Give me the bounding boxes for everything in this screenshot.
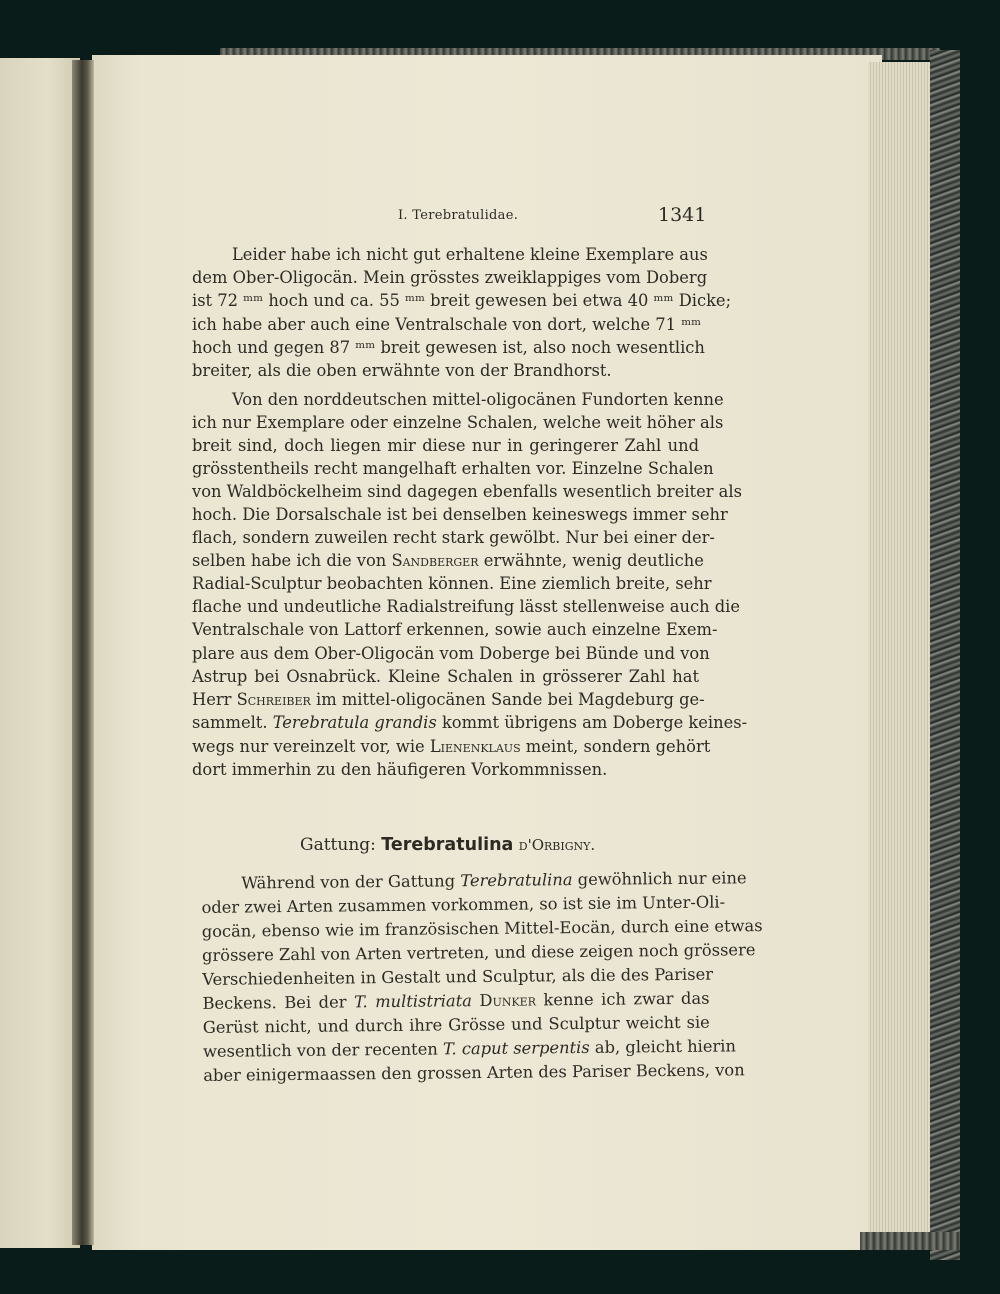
text-line <box>192 737 711 757</box>
text-run: im mittel-oligocänen Sande bei Magdeburg ge- <box>316 690 705 709</box>
text-run: selben habe ich die von <box>192 551 387 570</box>
book-gutter <box>72 60 94 1245</box>
text-line: ich nur Exemplare oder einzelne Schalen, welche weit höher als <box>192 413 724 432</box>
text-run: Während von der Gattung <box>241 871 456 893</box>
running-head: I. Terebratulidae. <box>398 208 519 223</box>
text-line: plare aus dem Ober-Oligocän vom Doberge bei Bünde und von <box>192 644 710 663</box>
text-run: meint, sondern gehört <box>525 737 711 756</box>
species-name: T. caput serpentis <box>442 1037 590 1059</box>
text-run: sammelt. <box>192 713 268 732</box>
text-run: wesentlich von der recenten <box>202 1039 438 1061</box>
marbled-cover-edge <box>930 50 960 1260</box>
text-line: Leider habe ich nicht gut erhaltene kleine Exemplare aus <box>232 245 708 264</box>
text-line: Verschiedenheiten in Gestalt und Sculptur, als die des Pariser <box>202 964 714 989</box>
text-line: Astrup bei Osnabrück. Kleine Schalen in grösserer Zahl hat <box>192 667 699 686</box>
text-run: Beckens. Bei der <box>202 992 347 1013</box>
text-line: dort immerhin zu den häufigeren Vorkommnissen. <box>192 760 608 779</box>
text-line: flache und undeutliche Radialstreifung lässt stellenweise auch die <box>192 597 741 616</box>
text-line: hoch und gegen 87 ᵐᵐ breit gewesen ist, also noch wesentlich <box>192 338 705 357</box>
text-run: wegs nur vereinzelt vor, wie <box>192 737 425 756</box>
text-line: dem Ober-Oligocän. Mein grösstes zweiklappiges vom Doberg <box>192 268 708 287</box>
heading-prefix: Gattung: <box>300 835 376 855</box>
text-line: ist 72 ᵐᵐ hoch und ca. 55 ᵐᵐ breit gewesen bei etwa 40 ᵐᵐ Dicke; <box>192 291 732 310</box>
text-line: grössere Zahl von Arten vertreten, und diese zeigen noch grössere <box>201 940 756 965</box>
text-line: aber einigermaassen den grossen Arten des Pariser Beckens, von <box>203 1060 745 1085</box>
text-line: hoch. Die Dorsalschale ist bei denselben keineswegs immer sehr <box>192 505 728 524</box>
species-name: T. multistriata <box>353 991 473 1012</box>
text-line: Gerüst nicht, und durch ihre Grösse und Sculptur weicht sie <box>202 1012 710 1037</box>
author-name: Sandberger <box>391 551 479 570</box>
author-name: Lienenklaus <box>429 737 521 756</box>
genus-author: d'Orbigny. <box>518 836 596 854</box>
author-name: Dunker <box>479 990 537 1011</box>
text-run: erwähnte, wenig deutliche <box>483 551 704 570</box>
section-heading <box>300 835 595 855</box>
text-line: grösstentheils recht mangelhaft erhalten vor. Einzelne Schalen <box>192 459 714 478</box>
left-page <box>0 58 80 1248</box>
author-name: Schreiber <box>236 690 311 709</box>
genus-name-inline: Terebratulina <box>460 870 573 891</box>
text-run: kommt übrigens am Doberge keines- <box>441 713 748 732</box>
text-line <box>192 713 748 733</box>
text-line <box>192 690 705 710</box>
text-line: breiter, als die oben erwähnte von der Brandhorst. <box>192 361 612 380</box>
text-run: ab, gleicht hierin <box>594 1036 737 1057</box>
text-line <box>192 551 704 571</box>
page-number: 1341 <box>658 204 707 226</box>
page-edges <box>868 62 938 1232</box>
book-bottom-edge <box>860 1232 960 1250</box>
text-line: von Waldböckelheim sind dagegen ebenfalls wesentlich breiter als <box>192 482 742 501</box>
genus-name: Terebratulina <box>381 835 514 855</box>
text-line: Radial-Sculptur beobachten können. Eine ziemlich breite, sehr <box>192 574 712 593</box>
text-line: breit sind, doch liegen mir diese nur in geringerer Zahl und <box>192 436 699 455</box>
text-line: Von den norddeutschen mittel-oligocänen Fundorten kenne <box>232 390 724 409</box>
text-line: Ventralschale von Lattorf erkennen, sowie auch einzelne Exem- <box>192 620 718 639</box>
text-run: Herr <box>192 690 232 709</box>
text-line: gocän, ebenso wie im französischen Mittel-Eocän, durch eine etwas <box>201 916 763 941</box>
text-line: ich habe aber auch eine Ventralschale von dort, welche 71 ᵐᵐ <box>192 315 702 334</box>
text-line: flach, sondern zuweilen recht stark gewölbt. Nur bei einer der- <box>192 528 715 547</box>
text-run: gewöhnlich nur eine <box>577 868 747 889</box>
text-line: oder zwei Arten zusammen vorkommen, so ist sie im Unter-Oli- <box>201 892 726 917</box>
species-name: Terebratula grandis <box>272 713 437 732</box>
text-run: kenne ich zwar das <box>543 988 710 1010</box>
